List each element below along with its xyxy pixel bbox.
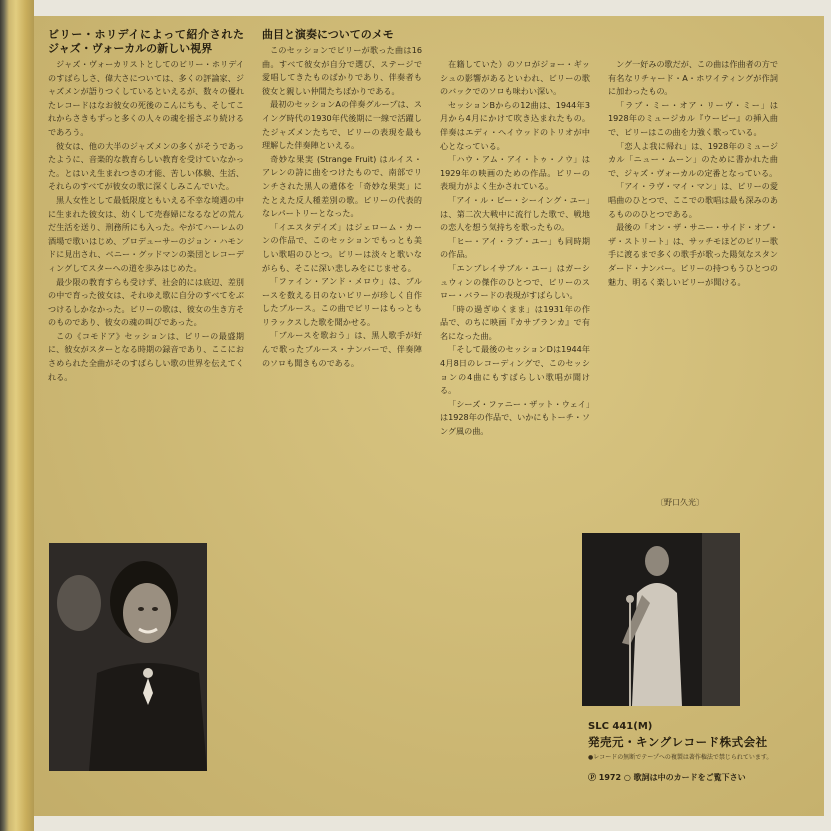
paragraph: このセッションでビリーが歌った曲は16曲。すべて彼女が自分で選び、ステージで愛唱してきたものばかりであり、伴奏者も彼女と親しい仲間たちばかりである。 bbox=[262, 45, 422, 96]
section-heading-intro: ビリー・ホリデイによって紹介されたジャズ・ヴォーカルの新しい視界 bbox=[48, 28, 244, 55]
paragraph: 「ブルースを歌おう」は、黒人歌手が好んで歌ったブルース・ナンバーで、伴奏陣のソロも聞きものである。 bbox=[262, 330, 422, 368]
liner-notes-column-2 bbox=[262, 28, 422, 718]
paragraph: 奇妙な果実 (Strange Fruit) はルイス・アレンの詩に曲をつけたもので、南部でリンチされた黒人の遺体を「奇妙な果実」にたとえた反人種差別の歌。ビリーの代表的なレパートリーとなった。 bbox=[262, 153, 422, 219]
section-heading-tracks: 曲目と演奏についてのメモ bbox=[262, 28, 394, 41]
album-spine bbox=[0, 0, 34, 831]
portrait-figure bbox=[49, 543, 207, 771]
paragraph: セッションBからの12曲は、1944年3月から4月にかけて吹き込まれたもの。伴奏はエディ・ヘイウッドのトリオが中心となっている。 bbox=[440, 99, 590, 151]
paragraph: ング一好みの歌だが、この曲は作曲者の方で有名なリチャード・A・ホワイティングが作詞に加わったもの。 bbox=[608, 59, 778, 97]
paragraph: 「時の過ぎゆくまま」は1931年の作品で、のちに映画『カサブランカ』で有名になった曲。 bbox=[440, 303, 590, 341]
paragraph: 最少限の教育すらも受けず、社会的には底辺、差別の中で育った彼女は、それゆえ歌に自分のすべてをぶつけるしかなかった。ビリーの歌は、彼女の生き方そのものであり、彼女の魂の叫びであった。 bbox=[48, 276, 244, 328]
stage-figure bbox=[582, 533, 740, 706]
paragraph: 「ヒー・アイ・ラブ・ユー」も同時期の作品。 bbox=[440, 235, 590, 260]
paragraph: 「イエスタデイズ」はジェローム・カーンの作品で、このセッションでもっとも美しい歌唱のひとつ。ビリーは淡々と歌いながらも、そこに深い悲しみをにじませる。 bbox=[262, 221, 422, 273]
paragraph: 最初のセッションAの伴奏グループは、スイング時代の1930年代後期に一線で活躍したジャズメンたちで、ビリーの表現を最も理解した伴奏陣といえる。 bbox=[262, 99, 422, 151]
paragraph: 在籍していた）のソロがジョー・ギッシュの影響があるといわれ、ビリーの歌のバックでのソロも味わい深い。 bbox=[440, 59, 590, 97]
billie-holiday-portrait-photo bbox=[49, 543, 207, 771]
copyright-line: Ⓟ 1972 ○ 歌詞は中のカードをご覧下さい bbox=[588, 773, 746, 782]
paragraph: 黒人女性として最低限度ともいえる不幸な境遇の中に生まれた彼女は、幼くして売春婦になるなどの荒んだ生活を送り、刑務所にも入った。やがてハーレムの酒場で歌いはじめ、プロデューサーのジョン・ハモンドに見出され、ベニー・グッドマンの楽団とレコーディングしてスターへの道を歩みはじめた。 bbox=[48, 194, 244, 273]
paragraph: 「アイ・ル・ビー・シーイング・ユー」は、第二次大戦中に流行した歌で、戦地の恋人を想う気持ちを歌ったもの。 bbox=[440, 194, 590, 233]
paragraph: 「ハウ・アム・アイ・トゥ・ノウ」は1929年の映画のための作品。ビリーの表現力がよく生かされている。 bbox=[440, 154, 590, 192]
catalog-number: SLC 441(M) bbox=[588, 721, 653, 732]
paragraph: 「アイ・ラヴ・マイ・マン」は、ビリーの愛唱曲のひとつで、ここでの歌唱は最も深みのあるもののひとつである。 bbox=[608, 181, 778, 219]
paragraph: 最後の「オン・ザ・サニー・サイド・オブ・ザ・ストリート」は、サッチモほどのビリー歌手に渡るまで多くの歌手が歌った陽気なスタンダード・ナンバー。ビリーの持つもうひとつの魅力、明るく楽しいビリーが聞ける。 bbox=[608, 222, 778, 287]
paragraph: 「そして最後のセッションDは1944年4月8日のレコーディングで、このセッションの4曲にもすばらしい歌唱が聞ける。 bbox=[440, 344, 590, 396]
paragraph: ジャズ・ヴォーカリストとしてのビリー・ホリデイのすばらしさ、偉大さについては、多くの評論家、ジャズメンが語りつくしているといえるが、数々の優れたレコードはなお彼女の死後のこんにちも、そしてこれからさきもずっと多くの人々の魂を揺さぶり続けるであろう。 bbox=[48, 59, 244, 137]
paragraph: 「シーズ・ファニー・ザット・ウェイ」は1928年の作品で、いかにもトーチ・ソング風の曲。 bbox=[440, 398, 590, 437]
singer-on-stage-photo bbox=[582, 533, 740, 706]
paragraph: 「ラブ・ミー・オア・リーヴ・ミー」は1928年のミュージカル『ウーピー』の挿入曲で、ビリーはこの曲を力強く歌っている。 bbox=[608, 99, 778, 137]
liner-notes-column-3 bbox=[440, 58, 590, 748]
paragraph: 「恋人よ我に帰れ」は、1928年のミュージカル「ニュー・ムーン」のために書かれた曲で、ジャズ・ヴォーカルの定番となっている。 bbox=[608, 140, 778, 178]
record-label-name: 発売元・キングレコード株式会社 bbox=[588, 735, 768, 749]
liner-notes-column-4 bbox=[608, 58, 778, 526]
paragraph: この《コモドア》セッションは、ビリーの最盛期に、彼女がスターとなる時期の録音であり、ここにおさめられた全曲がそのすばらしい歌の世界を伝えてくれる。 bbox=[48, 330, 244, 382]
liner-notes-column-1 bbox=[48, 28, 244, 428]
paragraph: 「エンブレイサブル・ユー」はガーシュウィンの傑作のひとつで、ビリーのスロー・バラードの表現がすばらしい。 bbox=[440, 262, 590, 301]
copyright-notice: ●レコードの無断でテープへの複製は著作権法で禁じられています。 bbox=[588, 754, 773, 761]
paragraph: 「ファイン・アンド・メロウ」は、ブルースを数える日のないビリーが珍しく自作したブルース。この曲でビリーはもっともリラックスした歌を聞かせる。 bbox=[262, 276, 422, 327]
paragraph: 彼女は、他の大半のジャズメンの多くがそうであったように、音楽的な教育らしい教育を受けていなかった。とはいえ生まれつきの才能、苦しい体験、生活、それらのすべてが彼女の歌に深くしみこんでいた。 bbox=[48, 140, 244, 192]
author-credit: 〔野口久光〕 bbox=[656, 498, 704, 507]
